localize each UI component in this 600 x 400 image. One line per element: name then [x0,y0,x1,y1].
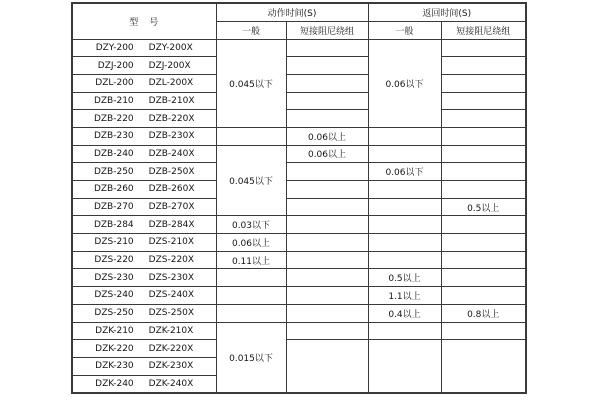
cell-act-short [286,216,368,234]
model-cell [72,74,216,92]
model-cell [72,287,216,305]
cell-act-gen [216,287,286,305]
cell-ret-short [441,322,526,340]
cell-ret-gen [368,145,441,163]
model-cell [72,251,216,269]
model-label: DZB-230 [93,131,134,142]
table-row [72,304,526,322]
model-cell [72,57,216,75]
header-return-short-damping: 短接阻尼绕组 [441,21,526,39]
model-label: DZS-240 [94,290,134,301]
model-label: DZK-230X [148,361,194,372]
model-label: DZS-250 [94,308,134,319]
table-row [72,251,526,269]
model-label: DZJ-200 [97,60,134,71]
table-row [72,181,526,199]
model-cell [72,92,216,110]
model-label: DZB-270X [148,202,195,213]
table-row [72,234,526,252]
cell-act-short [286,39,368,57]
table-row [72,269,526,287]
model-label: DZB-250 [93,166,134,177]
cell-ret-short [441,216,526,234]
model-label: DZB-210X [148,95,195,106]
header-action-general: 一般 [216,21,286,39]
model-label: DZK-240 [95,378,134,389]
model-label: DZK-220 [95,343,134,354]
model-label: DZB-230X [148,131,195,142]
model-label: DZK-240X [148,378,194,389]
model-label: DZY-200 [95,42,134,53]
model-label: DZB-270 [93,202,134,213]
model-label: DZB-240 [93,148,134,159]
model-label: DZB-220X [148,113,195,124]
cell-act-short: 0.06以上 [286,145,368,163]
cell-act-short [286,251,368,269]
model-cell [72,322,216,340]
model-cell [72,39,216,57]
table-row [72,145,526,163]
header-action-time: 动作时间(S) [216,3,368,21]
cell-ret-short [441,234,526,252]
cell-ret-short [441,127,526,145]
model-label: DZS-210 [94,237,134,248]
cell-act-gen: 0.03以下 [216,216,286,234]
table-row [72,92,526,110]
table-row [72,74,526,92]
spec-table [71,2,527,394]
model-label: DZS-250X [148,308,195,319]
header-action-short-damping: 短接阻尼绕组 [286,21,368,39]
cell-ret-short [441,110,526,128]
table-row [72,216,526,234]
cell-ret-gen [368,234,441,252]
model-cell [72,127,216,145]
cell-act-short [286,269,368,287]
cell-ret-short: 0.8以上 [441,304,526,322]
model-label: DZS-220 [94,255,134,266]
model-label: DZL-200X [148,78,194,89]
cell-ret-short [441,74,526,92]
cell-ret-short [441,181,526,199]
cell-act-short [286,74,368,92]
table-row [72,340,526,358]
cell-act-gen: 0.06以上 [216,234,286,252]
model-label: DZY-200X [148,42,193,53]
cell-ret-short [441,287,526,305]
model-cell [72,181,216,199]
cell-act-short [286,287,368,305]
model-cell [72,216,216,234]
cell-act-short [286,163,368,181]
cell-ret-short [441,145,526,163]
cell-act-gen [216,127,286,145]
model-label: DZK-210X [148,325,194,336]
model-cell [72,304,216,322]
cell-act-gen [216,304,286,322]
table-row [72,163,526,181]
table-row [72,127,526,145]
table-row [72,322,526,340]
model-cell [72,110,216,128]
cell-ret-short [441,340,526,393]
model-label: DZB-220 [93,113,134,124]
model-label: DZK-230 [95,361,134,372]
table-row [72,287,526,305]
table-row [72,39,526,57]
model-label: DZK-210 [95,325,134,336]
table-row [72,57,526,75]
cell-ret-gen [368,251,441,269]
cell-act-gen: 0.11以上 [216,251,286,269]
model-label: DZS-230X [148,272,195,283]
spec-table-body [72,39,526,393]
header-model: 型 号 [72,3,216,39]
model-cell [72,234,216,252]
model-cell [72,145,216,163]
model-cell [72,340,216,358]
header-return-time: 返回时间(S) [368,3,526,21]
cell-ret-gen: 0.06以下 [368,163,441,181]
cell-ret-gen: 0.06以下 [368,39,441,127]
cell-ret-gen [368,216,441,234]
cell-ret-short [441,251,526,269]
model-label: DZS-220X [148,255,195,266]
cell-ret-short [441,269,526,287]
cell-act-short: 0.06以上 [286,127,368,145]
cell-ret-short [441,39,526,57]
model-label: DZB-250X [148,166,195,177]
cell-ret-gen: 1.1以上 [368,287,441,305]
cell-ret-gen [368,181,441,199]
cell-act-gen: 0.015以下 [216,322,286,393]
cell-act-short [286,304,368,322]
cell-ret-short [441,163,526,181]
model-label: DZB-260X [148,184,195,195]
model-cell [72,357,216,375]
cell-act-short [286,198,368,216]
cell-ret-gen [368,340,441,393]
cell-act-gen: 0.045以下 [216,145,286,216]
spec-table-header [72,3,526,39]
cell-ret-gen: 0.4以上 [368,304,441,322]
cell-ret-gen [368,322,441,340]
cell-act-gen [216,269,286,287]
table-row [72,110,526,128]
header-return-general: 一般 [368,21,441,39]
cell-ret-short [441,57,526,75]
cell-ret-gen: 0.5以上 [368,269,441,287]
cell-act-short [286,110,368,128]
model-label: DZB-284X [148,219,195,230]
cell-ret-short [441,92,526,110]
model-label: DZB-240X [148,148,195,159]
model-label: DZJ-200X [148,60,191,71]
model-label: DZS-210X [148,237,195,248]
model-label: DZL-200 [95,78,134,89]
cell-act-short [286,340,368,393]
model-label: DZB-210 [93,95,134,106]
model-cell [72,269,216,287]
header-row-groups [72,3,526,21]
cell-ret-gen [368,127,441,145]
cell-ret-gen [368,198,441,216]
model-cell [72,375,216,393]
cell-act-gen: 0.045以下 [216,39,286,127]
model-label: DZS-230 [94,272,134,283]
table-row [72,198,526,216]
model-cell [72,163,216,181]
cell-act-short [286,92,368,110]
cell-act-short [286,322,368,340]
model-cell [72,198,216,216]
model-label: DZK-220X [148,343,194,354]
model-label: DZB-284 [93,219,134,230]
cell-act-short [286,181,368,199]
cell-act-short [286,234,368,252]
model-label: DZB-260 [93,184,134,195]
cell-ret-short: 0.5以上 [441,198,526,216]
cell-act-short [286,57,368,75]
model-label: DZS-240X [148,290,195,301]
